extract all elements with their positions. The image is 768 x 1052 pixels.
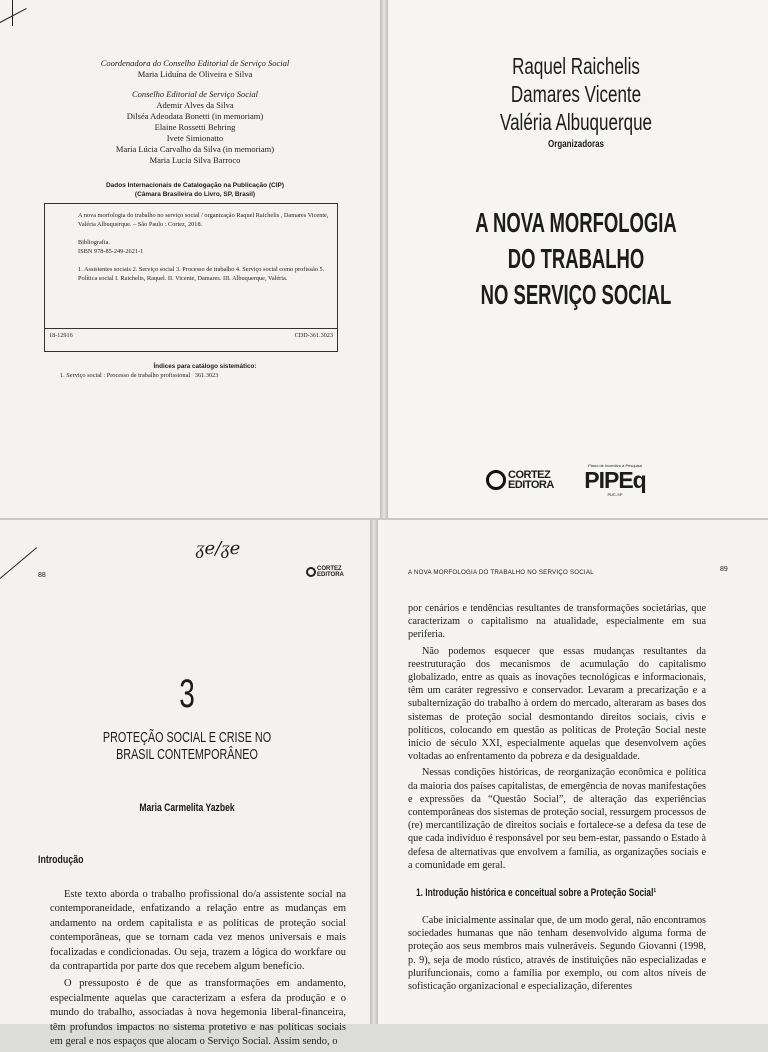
cip-entry: A nova morfologia do trabalho no serviço social / organização Raquel Raichelis , Damares Vicente, Valéria Albuquerque. – São Paulo : Cortez, 2018. <box>78 212 329 228</box>
chapter-title <box>0 729 374 763</box>
paragraph: Cabe inicialmente assinalar que, de um modo geral, não encontramos sociedades humanas que não tenham desenvolvido alguma forma de proteção aos seus membros mais vulneráveis. Segundo Giovanni (1998, p. 9), seja de modo rústico, através de instituições não especializadas e plurifuncionais, como a família por exemplo, ou com altos níveis de sofisticação organizacional e especialização, diferentes <box>408 915 706 993</box>
text-page <box>374 520 768 1024</box>
cortez-editora-logo <box>486 470 554 490</box>
book-gutter <box>370 520 378 1024</box>
cip-title: Dados Internacionais de Catalogação na Publicação (CIP) <box>105 182 285 189</box>
logo-word: EDITORA <box>508 479 554 491</box>
book-title <box>384 205 768 313</box>
title-line: A NOVA MORFOLOGIA <box>475 207 677 238</box>
coordinator-label: Coordenadora do Conselho Editorial de Serviço Social <box>100 58 290 68</box>
chapter-opening-page <box>0 520 374 1048</box>
running-header: A NOVA MORFOLOGIA DO TRABALHO NO SERVIÇO SOCIAL <box>408 569 594 576</box>
title-line: DO TRABALHO <box>507 243 645 274</box>
paragraph: por cenários e tendências resultantes de transformações societárias, que caracterizam o capitalismo na atualidade, especialmente em sua periferia. <box>408 603 706 641</box>
cip-subtitle: (Câmara Brasileira do Livro, SP, Brasil) <box>134 191 256 198</box>
author-name: Valéria Albuquerque <box>499 109 653 135</box>
pipeq-sub: PUC-SP <box>607 492 623 497</box>
book-gutter <box>380 0 388 520</box>
cip-number: 18-12916 <box>49 332 73 339</box>
chapter-number: 3 <box>179 672 195 716</box>
authors <box>384 52 768 136</box>
title-page <box>384 0 768 520</box>
council-member: Maria Lucia Silva Barroco <box>149 155 241 165</box>
credits-page <box>0 0 384 520</box>
chapter-author: Maria Carmelita Yazbek <box>139 802 235 814</box>
council-member: Maria Lúcia Carvalho da Silva (in memoriam) <box>115 144 275 154</box>
cip-bibliography: Bibliografia. <box>78 239 111 246</box>
logo-word: EDITORA <box>317 572 344 578</box>
section-heading: 1. Introdução histórica e conceitual sobre a Proteção Social¹ <box>416 887 657 899</box>
council-member: Ademir Alves da Silva <box>156 100 234 110</box>
chapter-title-line: PROTEÇÃO SOCIAL E CRISE NO <box>102 729 272 746</box>
council-member: Ivete Simionatto <box>166 133 224 143</box>
paragraph: Não podemos esquecer que essas mudanças resultantes da reestruturação dos mecanismos de acumulação do capitalismo globalizado, entre as quais as inovações tecnológicas e informacionais, têm um caráter regressivo e conservador. Levaram a precarização e a subalternização do trabalho à ordem do mercado, alteraram as bases dos sistemas de proteção social desmontando direitos sociais, civis e políticos, colocando em questão as políticas de Proteção Social neste início de século XXI, especialmente aquelas que desenvolvem ações voltadas ao enfrentamento da pobreza e da desigualdade. <box>408 645 706 763</box>
council-member: Elaine Rossetti Behring <box>154 122 236 132</box>
scan-mark <box>0 547 37 579</box>
pipeq-tagline: Plano de Incentivo à Pesquisa <box>588 463 642 468</box>
coordinator-name: Maria Liduína de Oliveira e Silva <box>137 69 253 79</box>
cortez-logo-icon <box>306 567 316 577</box>
cip-subjects: 1. Assistentes sociais 2. Serviço social 3. Processo de trabalho 4. Serviço social como profissão 5. Política social I. Raichelis, Raquel. II. Vicente, Damares. III. Albuquerque, Valéria. <box>78 266 325 282</box>
systematic-index <box>60 362 350 380</box>
organizers-label: Organizadoras <box>547 139 605 150</box>
author-name: Damares Vicente <box>510 81 642 107</box>
chapter-title-line: BRASIL CONTEMPORÂNEO <box>116 746 258 763</box>
index-entry: 1. Serviço social : Processo de trabalho profissional 361.3023 <box>60 372 219 379</box>
scan-mark <box>12 0 13 26</box>
paragraph: Este texto aborda o trabalho profissional do/a assistente social na contemporaneidade, enfatizando a relação entre as mudanças em andamento na ordem capitalista e as políticas de proteção social contemporâneas, que se tornam cada vez menos universais e mais focalizadas e condicionadas. Ou seja, trazem a lógica do workfare ou da contrapartida por parte dos que recebem algum benefício. <box>50 889 346 973</box>
scan-mark <box>0 8 27 23</box>
pipeq-wordmark: PIPEq <box>584 467 646 493</box>
logo-word: CORTEZ <box>317 566 342 572</box>
index-title: Índices para catálogo sistemático: <box>153 363 257 370</box>
page-number: 89 <box>720 566 728 573</box>
body-text <box>408 914 706 993</box>
title-line: NO SERVIÇO SOCIAL <box>480 279 672 310</box>
council-member: Dilséa Adeodata Bonetti (in memoriam) <box>126 111 264 121</box>
logo-word: CORTEZ <box>508 469 551 481</box>
cip-divider <box>45 328 337 329</box>
editorial-council <box>40 89 350 166</box>
council-label: Conselho Editorial de Serviço Social <box>131 89 259 99</box>
pipeq-logo <box>580 463 650 497</box>
page-number: 88 <box>38 572 46 579</box>
body-text <box>50 888 346 1052</box>
paragraph: Nessas condições históricas, de reorganização econômica e política da maioria dos países capitalistas, de emergência de novas manifestações e expressões da “Questão Social”, de alteração das experiências contemporâneas dos sistemas de proteção social, ressurgem processos de (re) mercantilização de direitos sociais e fortalece-se a defesa da tese de que cada indivíduo é responsável por seu bem-estar, passando o Estado à defesa de alternativas que envolvem a família, as organizações sociais e a comunidade em geral. <box>408 767 706 871</box>
handwritten-scribble: ᵹe/ᵹe <box>196 538 241 559</box>
cip-cdd: CDD-361.3023 <box>294 332 333 339</box>
cip-record-box <box>44 203 338 352</box>
body-text <box>408 602 706 875</box>
paragraph: O pressuposto é de que as transformações em andamento, especialmente aquelas que caracterizam a esfera da produção e o mundo do trabalho, associadas à nova hegemonia liberal-financeira, têm profundos impactos no sistema protetivo e nas políticas sociais em geral e nos espaços que alocam o Serviço Social. Assim sendo, o <box>50 978 346 1048</box>
cip-isbn: ISBN 978-85-249-2621-1 <box>78 247 144 255</box>
cortez-editora-logo <box>306 566 344 578</box>
cip-heading <box>40 181 350 199</box>
section-heading: Introdução <box>38 854 84 866</box>
author-name: Raquel Raichelis <box>512 53 640 79</box>
cortez-logo-icon <box>486 470 506 490</box>
editorial-coordinator <box>40 58 350 80</box>
